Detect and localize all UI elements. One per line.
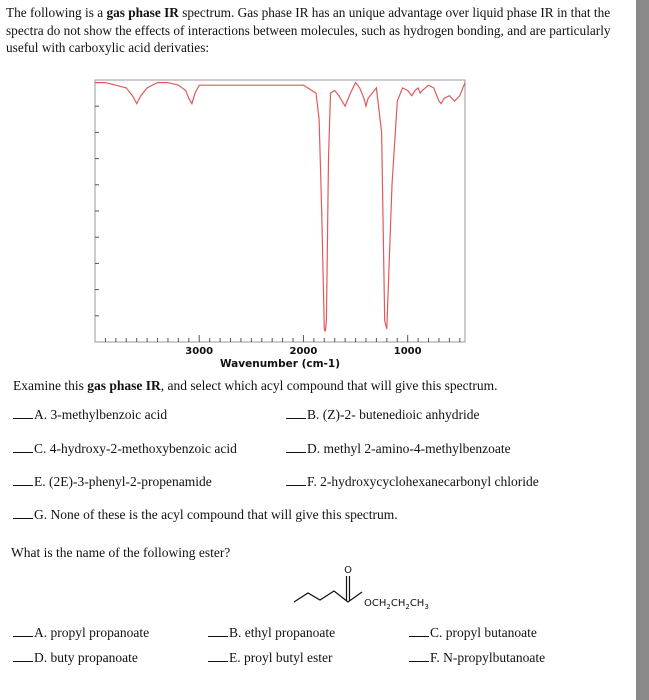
q1-option-a-label: A. 3-methylbenzoic acid [34, 407, 168, 422]
q1-option-d-label: D. methyl 2-amino-4-methylbenzoate [307, 441, 511, 456]
ester-alkoxy-formula [364, 598, 429, 611]
q2-option-c[interactable] [409, 625, 537, 641]
question1-prompt [13, 378, 497, 394]
formula-mid: CH [390, 598, 406, 609]
q2-option-a[interactable] [13, 625, 149, 641]
answer-blank[interactable] [13, 507, 33, 519]
answer-blank[interactable] [286, 474, 306, 486]
q1-option-e[interactable] [13, 474, 212, 490]
q1-text-1: Examine this [13, 378, 88, 393]
formula-end: CH [409, 598, 425, 609]
x-tick-label: 2000 [289, 346, 318, 357]
x-tick-label: 1000 [393, 346, 422, 357]
ir-spectrum-chart [80, 70, 480, 370]
q1-option-e-label: E. (2E)-3-phenyl-2-propenamide [34, 474, 212, 489]
q2-option-a-label: A. propyl propanoate [34, 625, 150, 640]
spectrum-trace [95, 83, 465, 332]
question2-prompt: What is the name of the following ester? [11, 545, 231, 560]
answer-blank[interactable] [13, 407, 33, 419]
answer-blank[interactable] [208, 625, 228, 637]
intro-bold: gas phase IR [106, 5, 179, 20]
q2-option-b[interactable] [208, 625, 335, 641]
answer-blank[interactable] [13, 625, 33, 637]
q2-option-d-label: D. buty propanoate [34, 650, 138, 665]
q1-option-a[interactable] [13, 407, 167, 423]
q2-option-f[interactable] [409, 650, 545, 666]
carbonyl-oxygen: O [344, 565, 352, 576]
formula-ester: OCH [364, 598, 387, 609]
formula-sub2: 2 [405, 603, 410, 611]
q1-option-g[interactable] [13, 507, 398, 523]
q1-option-f[interactable] [286, 474, 539, 490]
formula-sub3: 3 [424, 603, 429, 611]
q2-option-e-label: E. proyl butyl ester [229, 650, 333, 665]
intro-text-1: The following is a [6, 5, 107, 20]
q1-text-2: , and select which acyl compound that will give this spectrum. [160, 378, 498, 393]
q1-option-b[interactable] [286, 407, 479, 423]
plot-frame [95, 80, 465, 342]
formula-sub1: 2 [386, 603, 391, 611]
tick-label-group [185, 346, 421, 357]
page-scrollbar[interactable] [636, 0, 649, 700]
q1-option-d[interactable] [286, 441, 511, 457]
x-tick-label: 3000 [185, 346, 214, 357]
x-axis-label: Wavenumber (cm-1) [219, 358, 341, 370]
answer-blank[interactable] [13, 441, 33, 453]
q1-bold: gas phase IR [87, 378, 161, 393]
carbon-chain-bond [294, 591, 362, 602]
q1-option-f-label: F. 2-hydroxycyclohexanecarbonyl chloride [307, 474, 539, 489]
q1-option-g-label: G. None of these is the acyl compound that will give this spectrum. [34, 507, 398, 522]
q1-option-c-label: C. 4-hydroxy-2-methoxybenzoic acid [34, 441, 237, 456]
answer-blank[interactable] [409, 650, 429, 662]
answer-blank[interactable] [13, 650, 33, 662]
answer-blank[interactable] [286, 441, 306, 453]
answer-blank[interactable] [13, 474, 33, 486]
q2-option-e[interactable] [208, 650, 332, 666]
q1-option-c[interactable] [13, 441, 237, 457]
intro-paragraph [6, 4, 628, 57]
intro-text-2: spectrum. Gas phase IR has an unique advantage over liquid phase IR in that the spectra do not show the effects of interactions between molecules, such as hydrogen bonding, and are particularly useful with carboxylic acid derivaties: [6, 5, 611, 55]
q2-option-b-label: B. ethyl propanoate [229, 625, 336, 640]
answer-blank[interactable] [409, 625, 429, 637]
answer-blank[interactable] [208, 650, 228, 662]
q1-option-b-label: B. (Z)-2- butenedioic anhydride [307, 407, 480, 422]
q2-option-f-label: F. N-propylbutanoate [430, 650, 546, 665]
tick-group [95, 106, 460, 342]
answer-blank[interactable] [286, 407, 306, 419]
q2-option-d[interactable] [13, 650, 138, 666]
q2-option-c-label: C. propyl butanoate [430, 625, 537, 640]
ester-structure [288, 556, 478, 616]
